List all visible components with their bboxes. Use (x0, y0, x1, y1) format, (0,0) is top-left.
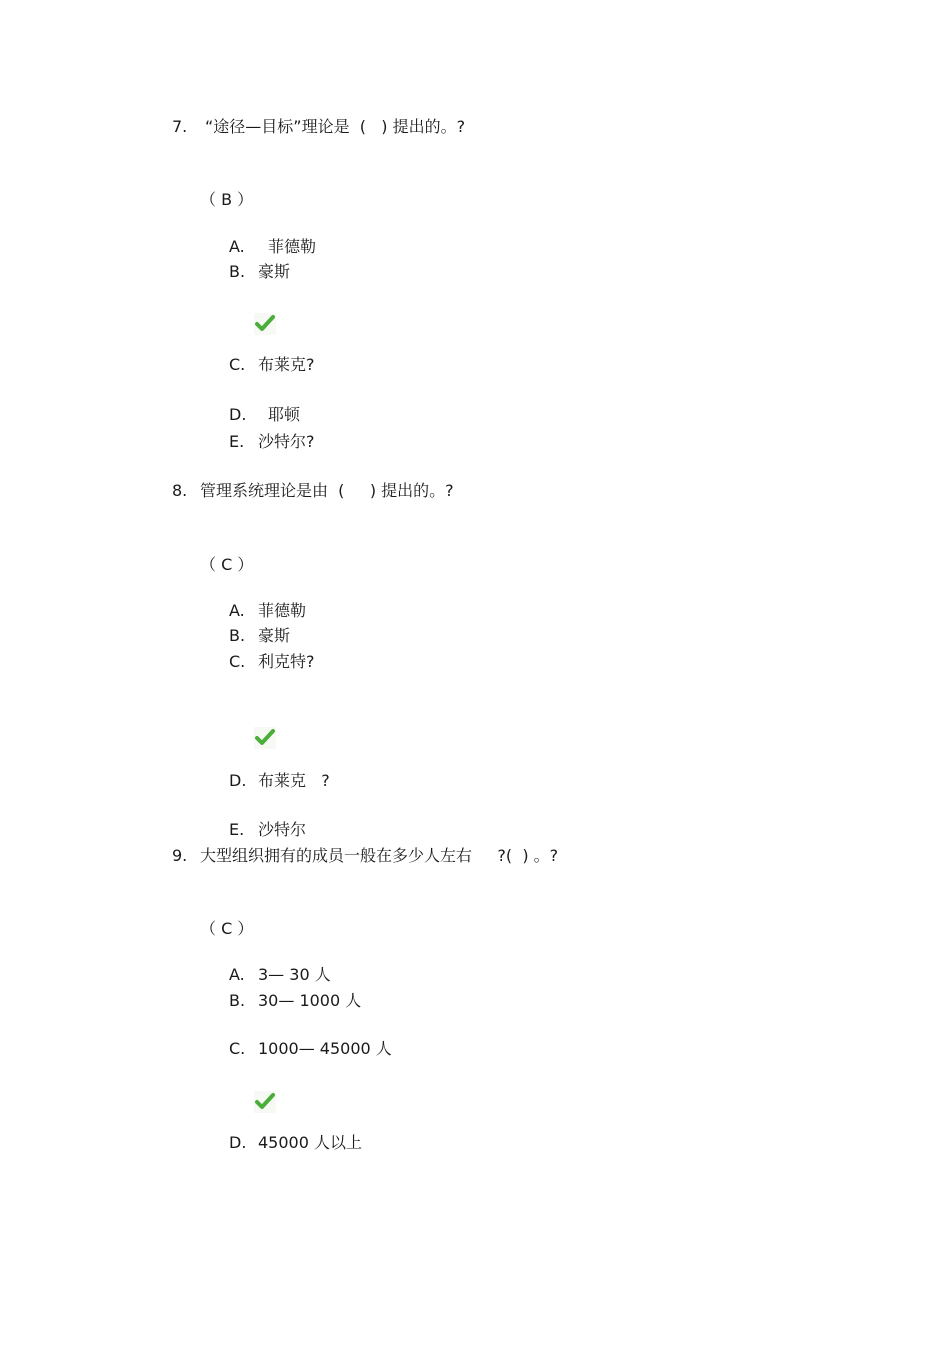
option-letter: C. (229, 355, 246, 374)
option-text: 1000— 45000 人 (258, 1039, 392, 1058)
check-icon (254, 313, 276, 335)
option-letter: E. (229, 820, 245, 839)
option-text: 菲德勒 (268, 237, 317, 256)
option-text: 沙特尔 (258, 820, 307, 839)
option-letter: B. (229, 991, 246, 1010)
option-letter: E. (229, 432, 245, 451)
option-letter: A. (229, 601, 245, 620)
answer-key: （ C ） (200, 555, 254, 574)
answer-key: （ B ） (200, 190, 254, 209)
question-number: 9. (172, 846, 188, 865)
option-letter: B. (229, 626, 246, 645)
option-text: 豪斯 (258, 262, 291, 281)
option-text: 利克特? (258, 652, 315, 671)
option-letter: A. (229, 237, 245, 256)
check-icon (254, 1091, 276, 1113)
option-text: 3— 30 人 (258, 965, 331, 984)
option-text: 30— 1000 人 (258, 991, 362, 1010)
question-text: 管理系统理论是由 ( ) 提出的。? (200, 481, 454, 500)
option-letter: C. (229, 1039, 246, 1058)
question-text: “途径—目标”理论是 ( ) 提出的。? (205, 117, 466, 136)
option-letter: D. (229, 405, 247, 424)
option-text: 布莱克 ? (258, 771, 330, 790)
option-letter: D. (229, 771, 247, 790)
option-text: 沙特尔? (258, 432, 315, 451)
question-number: 8. (172, 481, 188, 500)
option-letter: D. (229, 1133, 247, 1152)
option-letter: C. (229, 652, 246, 671)
answer-key: （ C ） (200, 919, 254, 938)
option-text: 豪斯 (258, 626, 291, 645)
option-letter: B. (229, 262, 246, 281)
option-text: 45000 人以上 (258, 1133, 362, 1152)
option-text: 菲德勒 (258, 601, 307, 620)
option-letter: A. (229, 965, 245, 984)
question-number: 7. (172, 117, 188, 136)
question-text: 大型组织拥有的成员一般在多少人左右 ?( ) 。? (200, 846, 559, 865)
check-icon (254, 727, 276, 749)
option-text: 耶顿 (268, 405, 301, 424)
option-text: 布莱克? (258, 355, 315, 374)
